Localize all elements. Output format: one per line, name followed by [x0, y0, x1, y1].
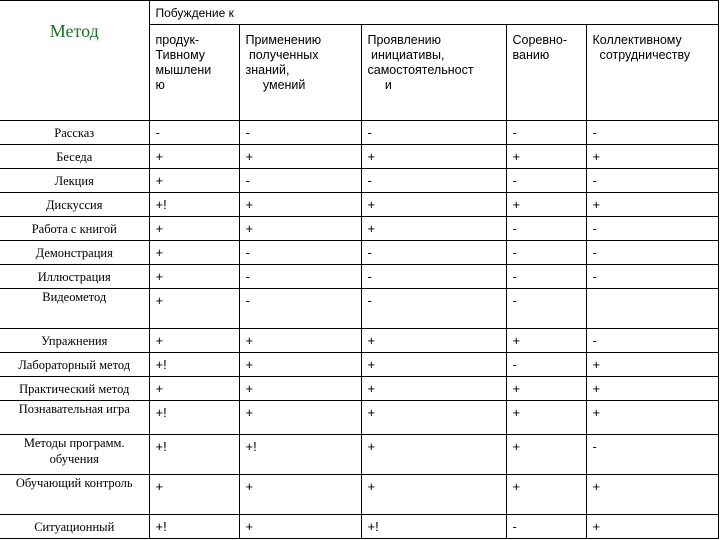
method-name: Познавательная игра: [0, 401, 149, 435]
table-row: [0, 353, 718, 377]
rating-cell: +: [361, 329, 506, 353]
rating-cell: +: [506, 145, 586, 169]
rating-cell: -: [586, 265, 718, 289]
table-row: [0, 169, 718, 193]
header-row-top: [0, 1, 718, 25]
rating-cell: +: [361, 145, 506, 169]
method-name: Лабораторный метод: [0, 353, 149, 377]
rating-cell: -: [506, 217, 586, 241]
table-row: [0, 289, 718, 329]
column-header-productive-thinking: [149, 25, 239, 121]
method-column-header: Метод: [0, 1, 149, 121]
rating-cell: +: [506, 329, 586, 353]
rating-cell: +!: [149, 435, 239, 475]
rating-cell: -: [361, 121, 506, 145]
table-row: [0, 329, 718, 353]
rating-cell: +: [149, 329, 239, 353]
rating-cell: +: [149, 145, 239, 169]
rating-cell: +: [586, 193, 718, 217]
rating-cell: +: [586, 475, 718, 515]
table-row: [0, 515, 718, 539]
method-name: Демонстрация: [0, 241, 149, 265]
rating-cell: +: [149, 289, 239, 329]
column-header-competition: [506, 25, 586, 121]
rating-cell: +: [149, 475, 239, 515]
rating-cell: -: [506, 241, 586, 265]
rating-cell: -: [239, 289, 361, 329]
table-row: [0, 401, 718, 435]
rating-cell: +: [361, 377, 506, 401]
motivation-supercolumn-header: Побуждение к: [149, 1, 718, 25]
table-row: [0, 241, 718, 265]
rating-cell: +: [149, 217, 239, 241]
rating-cell: +!: [361, 515, 506, 539]
table-row: [0, 217, 718, 241]
method-name: Упражнения: [0, 329, 149, 353]
rating-cell: +: [149, 265, 239, 289]
rating-cell: +: [239, 377, 361, 401]
rating-cell: +: [586, 515, 718, 539]
column-header-line: ванию: [512, 48, 550, 62]
rating-cell: +: [239, 353, 361, 377]
column-header-applying-knowledge: [239, 25, 361, 121]
column-header-line: ю: [155, 78, 165, 92]
rating-cell: +!: [239, 435, 361, 475]
column-header-line: мышлени: [155, 63, 212, 77]
method-name: Дискуссия: [0, 193, 149, 217]
table-row: [0, 193, 718, 217]
rating-cell: +: [361, 193, 506, 217]
rating-cell: -: [361, 241, 506, 265]
column-header-line: инициативы,: [367, 48, 445, 62]
rating-cell: +: [149, 377, 239, 401]
rating-cell: -: [149, 121, 239, 145]
rating-cell: -: [586, 435, 718, 475]
column-header-line: Коллективному: [592, 33, 682, 47]
rating-cell: -: [361, 169, 506, 193]
rating-cell: -: [239, 241, 361, 265]
column-header-line: Соревно-: [512, 33, 568, 47]
table-row: [0, 435, 718, 475]
column-header-line: и: [367, 78, 392, 92]
column-header-line: знаний,: [245, 63, 290, 77]
rating-cell: +: [239, 515, 361, 539]
rating-cell: +: [586, 145, 718, 169]
rating-cell: +!: [149, 353, 239, 377]
rating-cell: -: [239, 169, 361, 193]
rating-cell: +: [361, 475, 506, 515]
rating-cell: +: [586, 377, 718, 401]
column-header-line: сотрудничеству: [592, 48, 691, 62]
column-header-line: Применению: [245, 33, 322, 47]
rating-cell: +: [361, 353, 506, 377]
rating-cell: -: [506, 353, 586, 377]
rating-cell: +: [506, 377, 586, 401]
table-row: [0, 377, 718, 401]
column-header-line: умений: [245, 78, 306, 92]
rating-cell: +: [239, 193, 361, 217]
rating-cell: -: [361, 289, 506, 329]
rating-cell: +: [239, 329, 361, 353]
rating-cell: +: [239, 401, 361, 435]
method-name: Видеометод: [0, 289, 149, 329]
rating-cell: +: [506, 193, 586, 217]
rating-cell: +: [239, 475, 361, 515]
rating-cell: +: [586, 353, 718, 377]
rating-cell: -: [586, 169, 718, 193]
rating-cell: +: [149, 241, 239, 265]
method-name: Обучающий контроль: [0, 475, 149, 515]
rating-cell: +: [239, 145, 361, 169]
method-name: Практический метод: [0, 377, 149, 401]
rating-cell: +: [506, 401, 586, 435]
rating-cell: +: [361, 217, 506, 241]
rating-cell: -: [586, 329, 718, 353]
column-header-line: продук-: [155, 33, 200, 47]
rating-cell: +!: [149, 193, 239, 217]
table-row: [0, 121, 718, 145]
method-name: Беседа: [0, 145, 149, 169]
rating-cell: -: [586, 121, 718, 145]
method-name: Иллюстрация: [0, 265, 149, 289]
rating-cell: -: [586, 241, 718, 265]
column-header-line: самостоятельност: [367, 63, 474, 77]
rating-cell: +: [506, 475, 586, 515]
method-name: Ситуационный: [0, 515, 149, 539]
table-row: [0, 265, 718, 289]
table-row: [0, 145, 718, 169]
rating-cell: +: [361, 401, 506, 435]
method-name: Лекция: [0, 169, 149, 193]
rating-cell: -: [506, 121, 586, 145]
rating-cell: -: [239, 121, 361, 145]
rating-cell: -: [506, 265, 586, 289]
rating-cell: -: [506, 289, 586, 329]
rating-cell: +: [239, 217, 361, 241]
rating-cell: -: [239, 265, 361, 289]
method-name: Рассказ: [0, 121, 149, 145]
rating-cell: +!: [149, 401, 239, 435]
column-header-line: Тивному: [155, 48, 206, 62]
rating-cell: -: [506, 169, 586, 193]
rating-cell: +: [149, 169, 239, 193]
rating-cell: +!: [149, 515, 239, 539]
method-name: Методы программ. обучения: [0, 435, 149, 475]
rating-cell: -: [586, 217, 718, 241]
column-header-line: Проявлению: [367, 33, 442, 47]
method-name: Работа с книгой: [0, 217, 149, 241]
rating-cell: +: [586, 401, 718, 435]
column-header-initiative: [361, 25, 506, 121]
rating-cell: +: [361, 435, 506, 475]
rating-cell: -: [361, 265, 506, 289]
rating-cell: [586, 289, 718, 329]
table-row: [0, 475, 718, 515]
rating-cell: -: [506, 515, 586, 539]
column-header-line: полученных: [245, 48, 319, 62]
column-header-collaboration: [586, 25, 718, 121]
rating-cell: +: [506, 435, 586, 475]
